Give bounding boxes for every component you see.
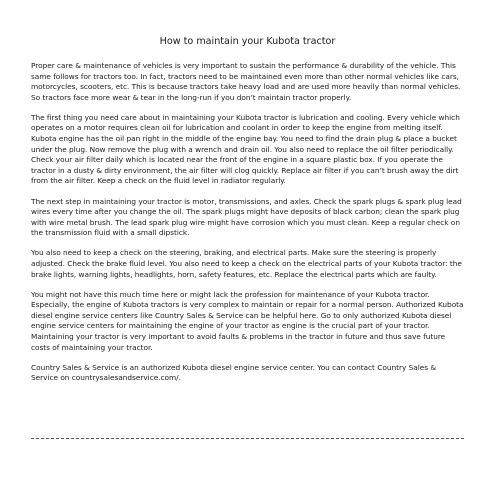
- paragraph-motor-transmission: The next step in maintaining your tractor is motor, transmissions, and axles. Check the spark plugs & spark plug lead wires every time after you change the oil. The spark plugs might have deposits of black carbon; clean the spark plug with wire metal brush. The lead spark plug wire might have corrosion which you must clean. Keep a regular check on the transmission fluid with a small dipstick.: [31, 196, 462, 238]
- paragraph-contact: Country Sales & Service is an authorized Kubota diesel engine service center. You can contact Country Sales & Service on countrysalesandservice.com/.: [31, 362, 437, 383]
- document-page: [31, 36, 464, 393]
- paragraph-steering-braking-electrical: You also need to keep a check on the steering, braking, and electrical parts. Make sure the steering is properly adjusted. Check the brake fluid level. You also need to keep a check on the electrical parts of your Kubota tractor: the brake lights, warning lights, headlights, horn, safety features, etc. Replace the electrical parts which are faulty.: [31, 248, 462, 279]
- dashed-divider: [31, 438, 464, 439]
- paragraph-service-centers: You might not have this much time here or might lack the profession for maintenance of your Kubota tractor. Especially, the engine of Kubota tractors is very complex to maintain or repair for a normal person. Authorized Kubota diesel engine service centers like Country Sales & Service can be helpful here. Go to only authorized Kubota diesel engine service centers for maintaining the engine of your tractor as engine is the crucial part of your tractor. Maintaining your tractor is very important to avoid faults & problems in the tractor in future and thus save future costs of maintaining your tractor.: [31, 289, 464, 352]
- paragraph-intro: Proper care & maintenance of vehicles is very important to sustain the performance & durability of the vehicle. This same follows for tractors too. In fact, tractors need to be maintained even more than other normal vehicles like cars, motorcycles, scooters, etc. This is because tractors take heavy load and are used more heavily than normal vehicles. So tractors face more wear & tear in the long-run if you don’t maintain tractor properly.: [31, 61, 461, 102]
- paragraph-lubrication-cooling: The first thing you need care about in maintaining your Kubota tractor is lubrication and cooling. Every vehicle which operates on a motor requires clean oil for lubrication and coolant in order to keep the engine from melting itself. Kubota engine has the oil pan right in the middle of the engine bay. You need to find the drain plug & place a bucket under the plug. Now remove the plug with a wrench and drain oil. You also need to replace the oil filter periodically. Check your air filter daily which is located near the front of the engine in a square plastic box. If you operate the tractor in a dusty & dirty environment, the air filter will clog quickly. Replace air filter if you can’t brush away the dirt from the air filter. Keep a check on the fluid level in radiator regularly.: [31, 112, 460, 186]
- document-title: How to maintain your Kubota tractor: [159, 36, 336, 47]
